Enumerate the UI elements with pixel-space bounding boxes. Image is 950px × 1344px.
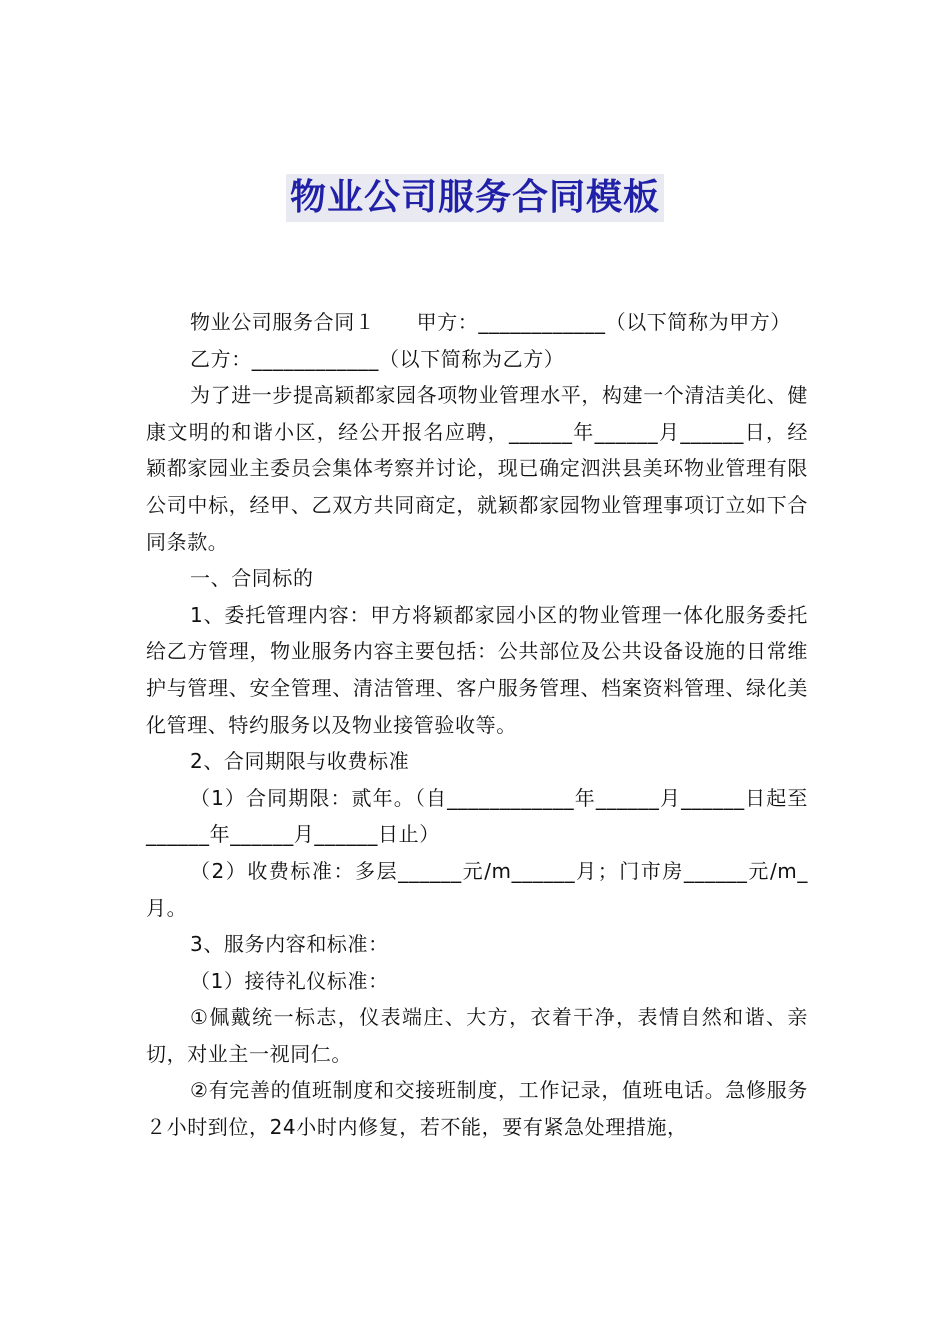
paragraph-preamble: 为了进一步提高颖都家园各项物业管理水平，构建一个清洁美化、健康文明的和谐小区，经公开报名应聘，______年______月______日，经颖都家园业主委员会集体考察并讨论，现已确定泗洪县美环物业管理有限公司中标，经甲、乙双方共同商定，就颖都家园物业管理事项订立如下合同条款。 [146,383,808,554]
subheading-reception-etiquette: （1）接待礼仪标准： [190,968,389,993]
paragraph-etiquette-item-2: ②有完善的值班制度和交接班制度，工作记录，值班电话。急修服务２小时到位，24小时内修复，若不能，要有紧急处理措施， [146,1078,808,1140]
paragraph-management-content: 1、委托管理内容：甲方将颖都家园小区的物业管理一体化服务委托给乙方管理，物业服务内容主要包括：公共部位及公共设备设施的日常维护与管理、安全管理、清洁管理、客户服务管理、档案资料管理、绿化美化管理、特约服务以及物业接管验收等。 [146,602,808,737]
document-body [146,304,808,1146]
title-container [0,174,950,222]
section-heading-term-and-fees: 2、合同期限与收费标准 [190,749,410,774]
document-title: 物业公司服务合同模板 [286,174,664,222]
paragraph-etiquette-item-1: ①佩戴统一标志，仪表端庄、大方，衣着干净，表情自然和谐、亲切，对业主一视同仁。 [146,1005,808,1066]
paragraph-contract-term: （1）合同期限：贰年。（自____________年______月______日起至______年______月______日止） [146,785,808,847]
paragraph-fee-standard: （2）收费标准：多层______元/m______月；门市房______元/m_月。 [146,858,808,920]
section-heading-service-content: 3、服务内容和标准： [190,932,389,957]
section-heading-contract-subject: 一、合同标的 [190,566,314,591]
paragraph-party-b: 乙方：____________（以下简称为乙方） [190,346,565,371]
paragraph-intro: 物业公司服务合同１ 甲方：____________（以下简称为甲方） [190,310,791,334]
